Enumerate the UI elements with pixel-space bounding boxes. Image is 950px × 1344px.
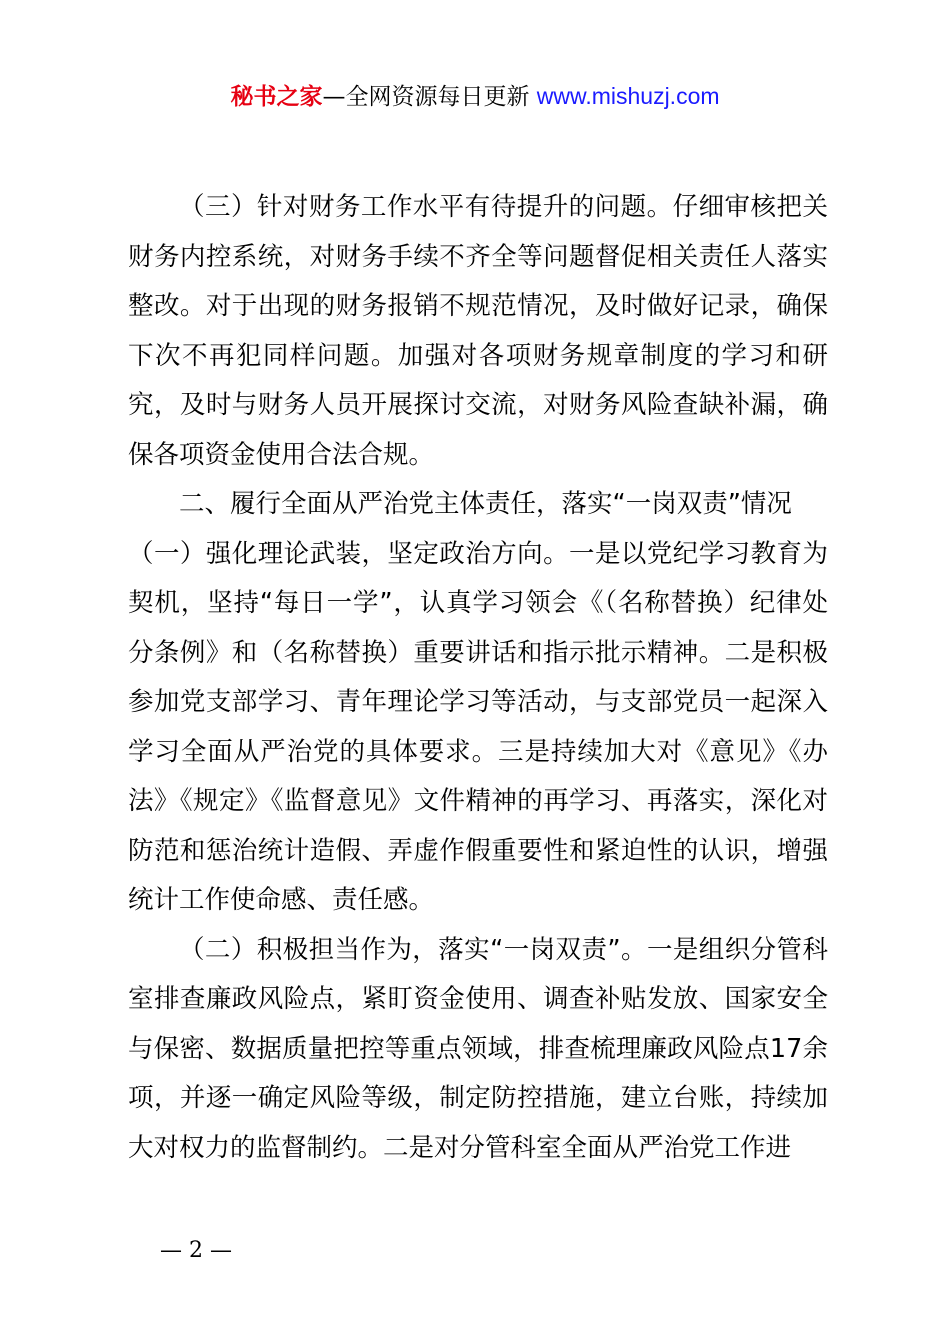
document-body [128,183,828,1173]
paragraph-finance-issues: （三）针对财务工作水平有待提升的问题。仔细审核把关财务内控系统，对财务手续不齐全等问题督促相关责任人落实整改。对于出现的财务报销不规范情况，及时做好记录，确保下次不再犯同样问题。加强对各项财务规章制度的学习和研究，及时与财务人员开展探讨交流，对财务风险查缺补漏，确保各项资金使用合法合规。 [128,192,828,470]
header-tagline: 全网资源每日更新 [345,84,530,110]
paragraph-one-post-two-duties: （二）积极担当作为，落实“一岗双责”。一是组织分管科室排查廉政风险点，紧盯资金使用、调查补贴发放、国家安全与保密、数据质量把控等重点领域，排查梳理廉政风险点17余项，并逐一确定风险等级，制定防控措施，建立台账，持续加大对权力的监督制约。二是对分管科室全面从严治党工作进 [128,934,828,1163]
brand-name: 秘书之家 [230,84,323,110]
site-header [0,80,950,113]
header-dash: — [322,84,346,110]
page-number: — 2 — [160,1238,232,1263]
section-heading-party-responsibility: 二、履行全面从严治党主体责任，落实“一岗双责”情况 [179,489,792,519]
paragraph-theory-study: （一）强化理论武装，坚定政治方向。一是以党纪学习教育为契机，坚持“每日一学”，认真学习领会《（名称替换）纪律处分条例》和（名称替换）重要讲话和指示批示精神。二是积极参加党支部学习、青年理论学习等活动，与支部党员一起深入学习全面从严治党的具体要求。三是持续加大对《意见》《办法》《规定》《监督意见》文件精神的再学习、再落实，深化对防范和惩治统计造假、弄虚作假重要性和紧迫性的认识，增强统计工作使命感、责任感。 [128,538,828,915]
site-url-link[interactable]: www.mishuzj.com [536,83,720,109]
